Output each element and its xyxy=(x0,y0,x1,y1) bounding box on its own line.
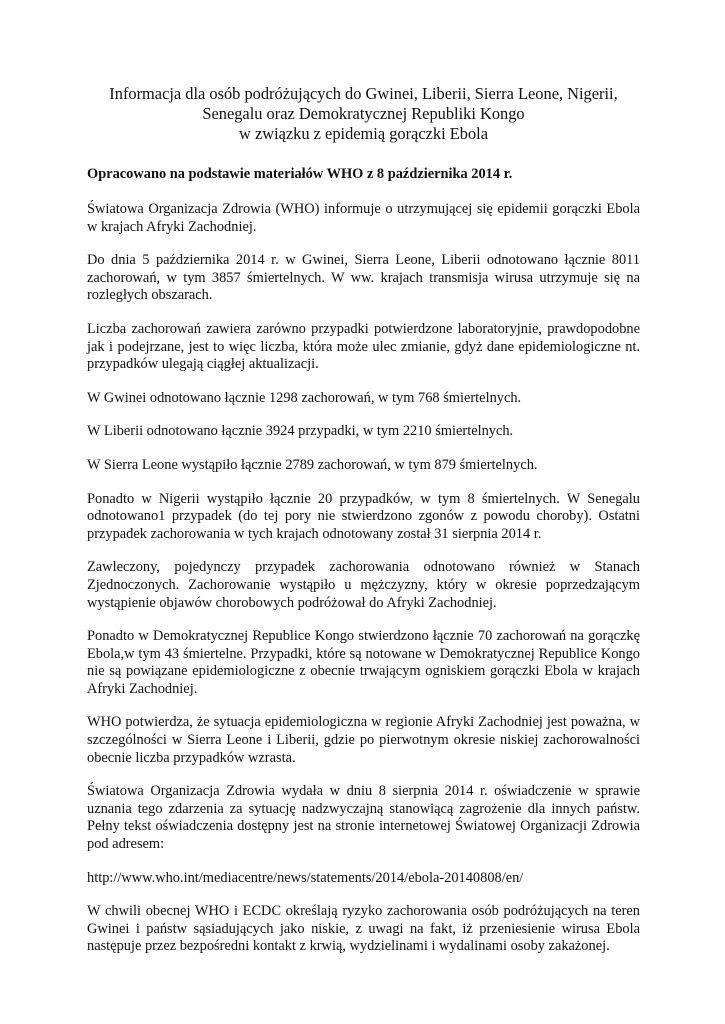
paragraph-guinea: W Gwinei odnotowano łącznie 1298 zachorowań, w tym 768 śmiertelnych. xyxy=(87,389,522,406)
who-statement-link[interactable]: http://www.who.int/mediacentre/news/statements/2014/ebola-20140808/en/ xyxy=(87,869,524,886)
title-line: Senegalu oraz Demokratycznej Republiki Kongo xyxy=(202,104,525,123)
paragraph-case-totals: Do dnia 5 października 2014 r. w Gwinei, Sierra Leone, Liberii odnotowano łącznie 8011 zachorowań, w tym 3857 śmiertelnych. W ww. krajach transmisja wirusa utrzymuje się na rozległych obszarach. xyxy=(87,252,640,304)
paragraph-nigeria-senegal: Ponadto w Nigerii wystąpiło łącznie 20 przypadków, w tym 8 śmiertelnych. W Senegalu odnotowano1 przypadek (do tej pory nie stwierdzono zgonów z powodu choroby). Ostatni przypadek zachorowania w tych krajach odnotowany został 31 sierpnia 2014 r. xyxy=(87,490,640,542)
paragraph-risk: W chwili obecnej WHO i ECDC określają ryzyko zachorowania osób podróżujących na teren Gwinei i państw sąsiadujących jako niskie, z uwagi na fakt, iż przeniesienie wirusa Ebola następuje przez bezpośredni kontakt z krwią, wydzielinami i wydalinami osoby zakażonej. xyxy=(87,903,640,955)
paragraph-liberia: W Liberii odnotowano łącznie 3924 przypadki, w tym 2210 śmiertelnych. xyxy=(87,423,514,440)
paragraph-situation: WHO potwierdza, że sytuacja epidemiologiczna w regionie Afryki Zachodniej jest poważna, w szczególności w Sierra Leone i Liberii, gdzie po pierwotnym okresie niskiej zachorowalności obecnie liczba przypadków wzrasta. xyxy=(87,714,640,766)
paragraph-statement: Światowa Organizacja Zdrowia wydała w dniu 8 sierpnia 2014 r. oświadczenie w sprawie uznania tego zdarzenia za sytuację nadzwyczajną stanowiącą zagrożenie dla innych państw. Pełny tekst oświadczenia dostępny jest na stronie internetowej Światowej Organizacji Zdrowia pod adresem: xyxy=(87,783,640,853)
paragraph-usa: Zawleczony, pojedynczy przypadek zachorowania odnotowano również w Stanach Zjednoczonych. Zachorowanie wystąpiło u mężczyzny, który w okresie poprzedzającym wystąpienie objawów chorobowych podróżował do Afryki Zachodniej. xyxy=(87,559,640,611)
paragraph-drc: Ponadto w Demokratycznej Republice Kongo stwierdzono łącznie 70 zachorowań na gorączkę Ebola,w tym 43 śmiertelne. Przypadki, które są notowane w Demokratycznej Republice Kongo nie są powiązane epidemiologiczne z obecnie trwającym ogniskiem gorączki Ebola w krajach Afryki Zachodniej. xyxy=(87,628,640,697)
paragraph-sierra-leone: W Sierra Leone wystąpiło łącznie 2789 zachorowań, w tym 879 śmiertelnych. xyxy=(87,456,538,473)
title-line: w związku z epidemią gorączki Ebola xyxy=(239,124,488,143)
paragraph-who-info: Światowa Organizacja Zdrowia (WHO) informuje o utrzymującej się epidemii gorączki Ebola w krajach Afryki Zachodniej. xyxy=(87,201,640,235)
document-body xyxy=(87,84,640,972)
title-line: Informacja dla osób podróżujących do Gwinei, Liberii, Sierra Leone, Nigerii, xyxy=(109,84,618,103)
document-subtitle: Opracowano na podstawie materiałów WHO z 8 października 2014 r. xyxy=(87,166,513,182)
document-title xyxy=(87,84,640,144)
paragraph-case-definition: Liczba zachorowań zawiera zarówno przypadki potwierdzone laboratoryjnie, prawdopodobne jak i podejrzane, jest to więc liczba, która może ulec zmianie, gdyż dane epidemiologiczne nt. przypadków ulegają ciągłej aktualizacji. xyxy=(87,320,640,373)
